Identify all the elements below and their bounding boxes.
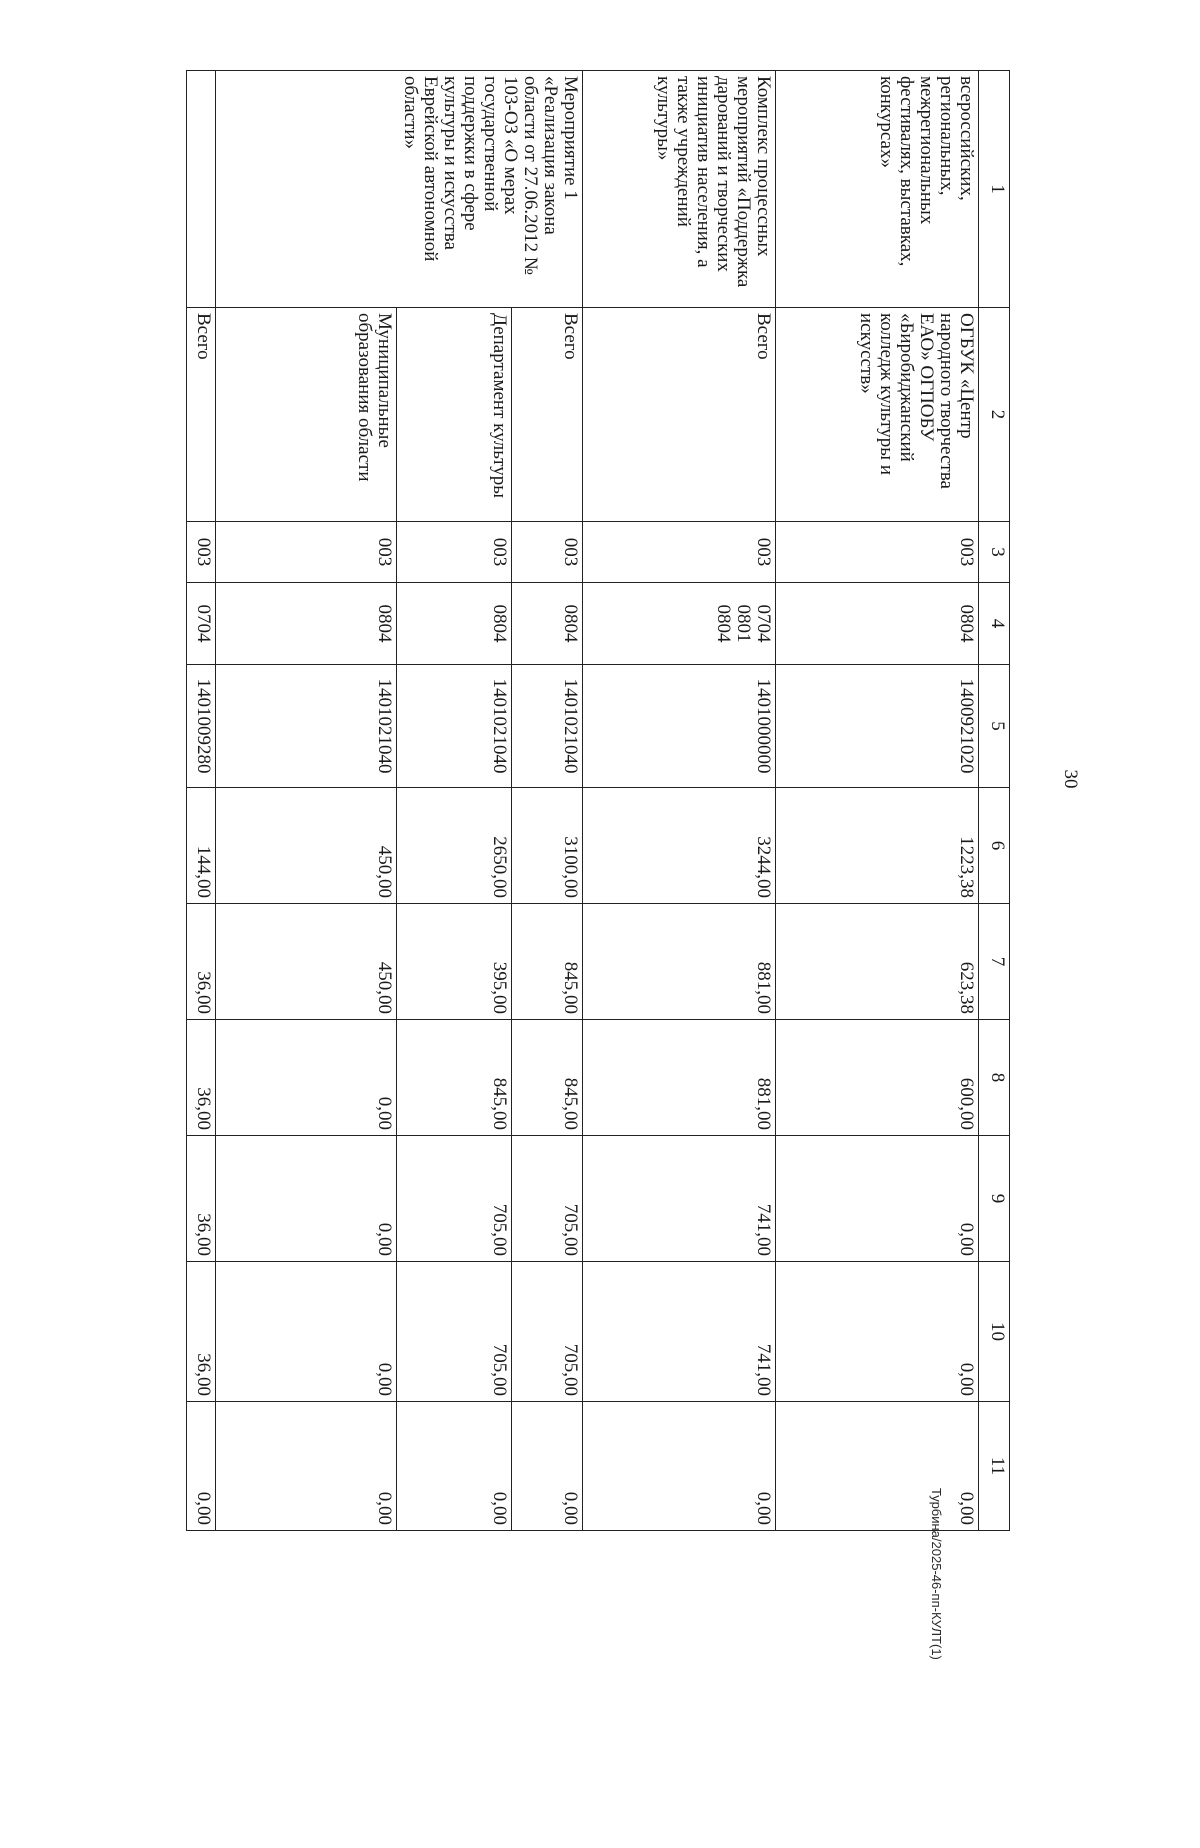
csr-code-cell: 1400921020 bbox=[776, 665, 979, 788]
year-4-cell: 36,00 bbox=[187, 1262, 216, 1402]
document-footer-code: Турбина/2025-46-пп-КУЛТ(1) bbox=[929, 1488, 944, 1660]
table-row bbox=[512, 71, 583, 1531]
rzpr-code: 0704 bbox=[193, 604, 214, 643]
col-header-4: 4 bbox=[979, 583, 1010, 665]
year-3-cell: 0,00 bbox=[216, 1136, 397, 1262]
col-header-5: 5 bbox=[979, 665, 1010, 788]
year-3-cell: 0,00 bbox=[776, 1136, 979, 1262]
grbs-code-cell: 003 bbox=[216, 522, 397, 583]
rzpr-code: 0804 bbox=[956, 604, 977, 643]
csr-code-cell: 1401009280 bbox=[187, 665, 216, 788]
measure-name-cell: всероссийских, региональных, межрегиональных фестивалях, выставках, конкурсах» bbox=[776, 71, 979, 308]
rzpr-code-cell bbox=[583, 583, 776, 665]
col-header-1: 1 bbox=[979, 71, 1010, 308]
year-1-cell: 450,00 bbox=[216, 904, 397, 1020]
total-cell: 2650,00 bbox=[397, 788, 512, 904]
csr-code-cell: 1401000000 bbox=[583, 665, 776, 788]
grbs-code-cell: 003 bbox=[187, 522, 216, 583]
grbs-code-cell: 003 bbox=[583, 522, 776, 583]
rzpr-code: 0804 bbox=[560, 604, 581, 643]
year-2-cell: 0,00 bbox=[216, 1020, 397, 1136]
year-3-cell: 741,00 bbox=[583, 1136, 776, 1262]
year-4-cell: 705,00 bbox=[397, 1262, 512, 1402]
year-1-cell: 623,38 bbox=[776, 904, 979, 1020]
page-number: 30 bbox=[1060, 769, 1081, 789]
total-cell: 3100,00 bbox=[512, 788, 583, 904]
budget-table bbox=[186, 70, 1010, 1531]
table-row bbox=[187, 71, 216, 1531]
total-cell: 1223,38 bbox=[776, 788, 979, 904]
year-1-cell: 36,00 bbox=[187, 904, 216, 1020]
executor-cell: ОГБУК «Центр народного творчества ЕАО» ОГПОБУ «Биробиджанский колледж культуры и искусств» bbox=[776, 308, 979, 522]
year-5-cell: 0,00 bbox=[776, 1402, 979, 1531]
year-5-cell: 0,00 bbox=[216, 1402, 397, 1531]
executor-cell: Департамент культуры bbox=[397, 308, 512, 522]
year-2-cell: 845,00 bbox=[397, 1020, 512, 1136]
year-5-cell: 0,00 bbox=[187, 1402, 216, 1531]
executor-cell: Всего bbox=[512, 308, 583, 522]
col-header-2: 2 bbox=[979, 308, 1010, 522]
rzpr-code: 0704 bbox=[753, 604, 774, 643]
rzpr-code: 0801 bbox=[733, 604, 755, 643]
rzpr-code-cell bbox=[216, 583, 397, 665]
year-2-cell: 36,00 bbox=[187, 1020, 216, 1136]
year-1-cell: 395,00 bbox=[397, 904, 512, 1020]
measure-name-cell: Комплекс процессных мероприятий «Поддержка дарований и творческих инициатив населения, а также учреждений культуры» bbox=[583, 71, 776, 308]
year-5-cell: 0,00 bbox=[512, 1402, 583, 1531]
year-2-cell: 600,00 bbox=[776, 1020, 979, 1136]
year-4-cell: 0,00 bbox=[776, 1262, 979, 1402]
year-3-cell: 705,00 bbox=[397, 1136, 512, 1262]
rzpr-code: 0804 bbox=[489, 604, 510, 643]
year-1-cell: 881,00 bbox=[583, 904, 776, 1020]
rzpr-code-cell bbox=[776, 583, 979, 665]
rzpr-code-cell bbox=[512, 583, 583, 665]
year-1-cell: 845,00 bbox=[512, 904, 583, 1020]
col-header-3: 3 bbox=[979, 522, 1010, 583]
col-header-8: 8 bbox=[979, 1020, 1010, 1136]
col-header-7: 7 bbox=[979, 904, 1010, 1020]
col-header-9: 9 bbox=[979, 1136, 1010, 1262]
year-3-cell: 705,00 bbox=[512, 1136, 583, 1262]
year-2-cell: 845,00 bbox=[512, 1020, 583, 1136]
year-4-cell: 741,00 bbox=[583, 1262, 776, 1402]
csr-code-cell: 1401021040 bbox=[216, 665, 397, 788]
year-3-cell: 36,00 bbox=[187, 1136, 216, 1262]
grbs-code-cell: 003 bbox=[397, 522, 512, 583]
total-cell: 3244,00 bbox=[583, 788, 776, 904]
year-2-cell: 881,00 bbox=[583, 1020, 776, 1136]
year-5-cell: 0,00 bbox=[583, 1402, 776, 1531]
col-header-6: 6 bbox=[979, 788, 1010, 904]
year-4-cell: 705,00 bbox=[512, 1262, 583, 1402]
rotated-table-container bbox=[193, 70, 1010, 1530]
csr-code-cell: 1401021040 bbox=[512, 665, 583, 788]
table-row bbox=[776, 71, 979, 1531]
total-cell: 450,00 bbox=[216, 788, 397, 904]
table-header-row bbox=[979, 71, 1010, 1531]
executor-cell: Всего bbox=[583, 308, 776, 522]
year-4-cell: 0,00 bbox=[216, 1262, 397, 1402]
rzpr-code-cell bbox=[187, 583, 216, 665]
csr-code-cell: 1401021040 bbox=[397, 665, 512, 788]
total-cell: 144,00 bbox=[187, 788, 216, 904]
grbs-code-cell: 003 bbox=[776, 522, 979, 583]
executor-cell: Всего bbox=[187, 308, 216, 522]
measure-name-cell bbox=[187, 71, 216, 308]
table-row bbox=[583, 71, 776, 1531]
col-header-10: 10 bbox=[979, 1262, 1010, 1402]
rzpr-code: 0804 bbox=[713, 604, 735, 643]
rzpr-code: 0804 bbox=[374, 604, 395, 643]
measure-name-cell: Мероприятие 1 «Реализация закона области от 27.06.2012 № 103-ОЗ «О мерах государственной поддержки в сфере культуры и искусства Еврейской автономной области» bbox=[216, 71, 583, 308]
rzpr-code-cell bbox=[397, 583, 512, 665]
executor-cell: Муниципальные образования области bbox=[216, 308, 397, 522]
grbs-code-cell: 003 bbox=[512, 522, 583, 583]
col-header-11: 11 bbox=[979, 1402, 1010, 1531]
year-5-cell: 0,00 bbox=[397, 1402, 512, 1531]
